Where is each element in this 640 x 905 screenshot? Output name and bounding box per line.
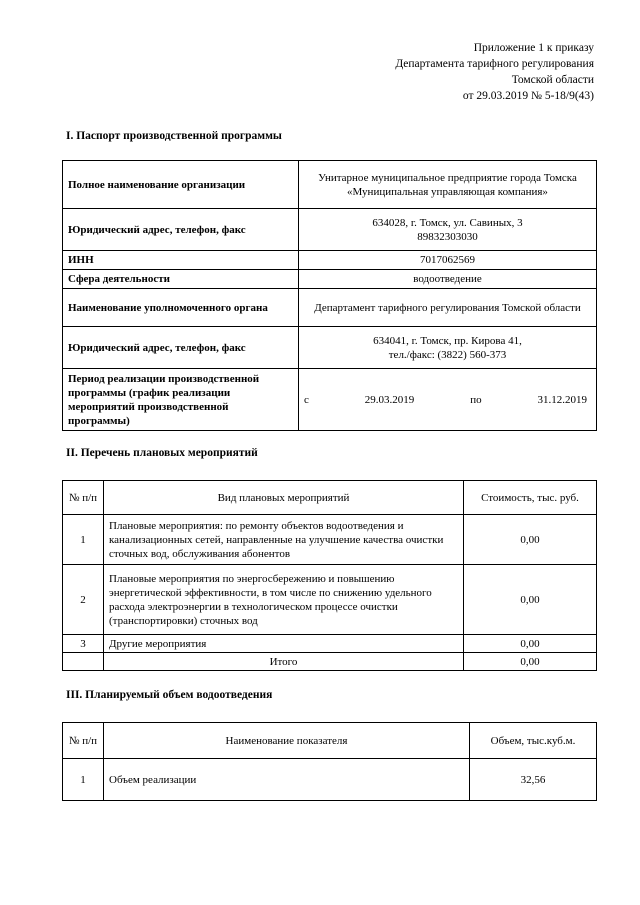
activity-name: Другие мероприятия [104, 635, 464, 653]
section-1-title: I. Паспорт производственной программы [66, 130, 282, 142]
table-row [63, 270, 597, 289]
activity-cost: 0,00 [464, 565, 597, 635]
row-num: 3 [63, 635, 104, 653]
total-value: 0,00 [464, 653, 597, 671]
header-line-1: Приложение 1 к приказу [473, 42, 594, 54]
activity-name: Плановые мероприятия: по ремонту объектов водоотведения и канализационных сетей, направленные на улучшение качества очистки сточных вод, обслуживания абонентов [104, 515, 464, 565]
document-header [395, 40, 594, 104]
volume-table [62, 722, 597, 801]
passport-table [62, 160, 597, 431]
total-label: Итого [104, 653, 464, 671]
passport-label: Период реализации производственной программы (график реализации мероприятий производственной программы) [63, 369, 299, 431]
passport-label: Сфера деятельности [63, 270, 299, 289]
table-row [63, 209, 597, 251]
phone-line: 89832303030 [417, 230, 478, 243]
header-line-2: Департамента тарифного регулирования [395, 58, 594, 70]
table-row [63, 565, 597, 635]
passport-value [299, 209, 597, 251]
column-header-num: № п/п [63, 723, 104, 759]
table-row [63, 289, 597, 327]
passport-label: Юридический адрес, телефон, факс [63, 327, 299, 369]
activity-name: Плановые мероприятия по энергосбережению и повышению энергетической эффективности, в том числе по снижению удельного расхода электроэнергии в технологическом процессе очистки (транспортировки) сточных вод [104, 565, 464, 635]
section-2-title: II. Перечень плановых мероприятий [66, 447, 258, 459]
passport-value: Департамент тарифного регулирования Томской области [299, 289, 597, 327]
period-to-label: по [470, 393, 482, 406]
row-num: 1 [63, 515, 104, 565]
passport-value [299, 327, 597, 369]
activities-table [62, 480, 597, 671]
row-num: 1 [63, 759, 104, 801]
column-header-cost: Стоимость, тыс. руб. [464, 481, 597, 515]
column-header-name: Наименование показателя [104, 723, 470, 759]
address-line: 634041, г. Томск, пр. Кирова 41, [373, 334, 522, 347]
table-row [63, 251, 597, 270]
table-header-row [63, 723, 597, 759]
passport-label: Юридический адрес, телефон, факс [63, 209, 299, 251]
table-row [63, 369, 597, 431]
phone-line: тел./факс: (3822) 560-373 [388, 348, 507, 361]
header-line-4: от 29.03.2019 № 5-18/9(43) [462, 90, 594, 102]
empty-cell [63, 653, 104, 671]
table-row [63, 635, 597, 653]
indicator-name: Объем реализации [104, 759, 470, 801]
passport-value: 7017062569 [299, 251, 597, 270]
passport-value: водоотведение [299, 270, 597, 289]
table-total-row [63, 653, 597, 671]
column-header-volume: Объем, тыс.куб.м. [470, 723, 597, 759]
period-value [299, 369, 597, 431]
section-3-title: III. Планируемый объем водоотведения [66, 689, 273, 701]
activity-cost: 0,00 [464, 635, 597, 653]
row-num: 2 [63, 565, 104, 635]
table-row [63, 759, 597, 801]
period-from-label: с [304, 393, 309, 406]
column-header-num: № п/п [63, 481, 104, 515]
passport-label: Полное наименование организации [63, 161, 299, 209]
passport-label: Наименование уполномоченного органа [63, 289, 299, 327]
passport-value: Унитарное муниципальное предприятие города Томска «Муниципальная управляющая компания» [299, 161, 597, 209]
table-row [63, 327, 597, 369]
column-header-name: Вид плановых мероприятий [104, 481, 464, 515]
period-from-date: 29.03.2019 [364, 393, 415, 406]
address-line: 634028, г. Томск, ул. Савиных, 3 [372, 216, 523, 229]
table-row [63, 515, 597, 565]
activity-cost: 0,00 [464, 515, 597, 565]
period-to-date: 31.12.2019 [537, 393, 587, 406]
passport-label: ИНН [63, 251, 299, 270]
header-line-3: Томской области [511, 74, 594, 86]
table-header-row [63, 481, 597, 515]
indicator-volume: 32,56 [470, 759, 597, 801]
table-row [63, 161, 597, 209]
